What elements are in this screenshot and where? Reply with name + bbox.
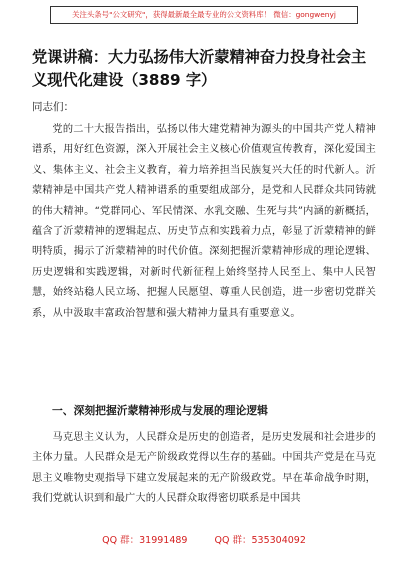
- footer-qq-group-2: QQ 群：535304092: [214, 535, 306, 546]
- salutation: 同志们：: [32, 101, 74, 113]
- body-paragraph-2: 马克思主义认为，人民群众是历史的创造者，是历史发展和社会进步的主体力量。人民群众是无产阶级政党得以生存的基础。中国共产党是在马克思主义唯物史观指导下建立发展起来的无产阶级政党。早在革命战争时期，我们党就认识到和最广大的人民群众取得密切联系是中国共: [32, 432, 376, 505]
- footer-contacts: [0, 534, 408, 548]
- document-title: 党课讲稿：大力弘扬伟大沂蒙精神奋力投身社会主义现代化建设（3889 字）: [32, 48, 367, 89]
- section-heading: 一、深刻把握沂蒙精神形成与发展的理论逻辑: [52, 404, 268, 417]
- header-banner: 关注头条号"公文研究"，获得最新最全最专业的公文资料库！ 微信：gongwenyj: [50, 6, 358, 24]
- body-paragraph-1: 党的二十大报告指出，弘扬以伟大建党精神为源头的中国共产党人精神谱系，用好红色资源，深入开展社会主义核心价值观宣传教育，深化爱国主义、集体主义、社会主义教育，着力培养担当民族复兴大任的时代新人。沂蒙精神是中国共产党人精神谱系的重要组成部分，是党和人民群众共同铸就的伟大精神。“党群同心、军民情深、水乳交融、生死与共”内涵的新概括，蕴含了沂蒙精神的逻辑起点、历史节点和实践着力点，彰显了沂蒙精神的鲜明特质，揭示了沂蒙精神的时代价值。深刻把握沂蒙精神形成的理论逻辑、历史逻辑和实践逻辑，对新时代新征程上始终坚持人民至上、集中人民智慧，始终站稳人民立场、把握人民愿望、尊重人民创造，进一步密切党群关系，从中汲取丰富政治智慧和强大精神力量具有重要意义。: [32, 124, 376, 319]
- footer-qq-group-1: QQ 群：31991489: [102, 535, 188, 546]
